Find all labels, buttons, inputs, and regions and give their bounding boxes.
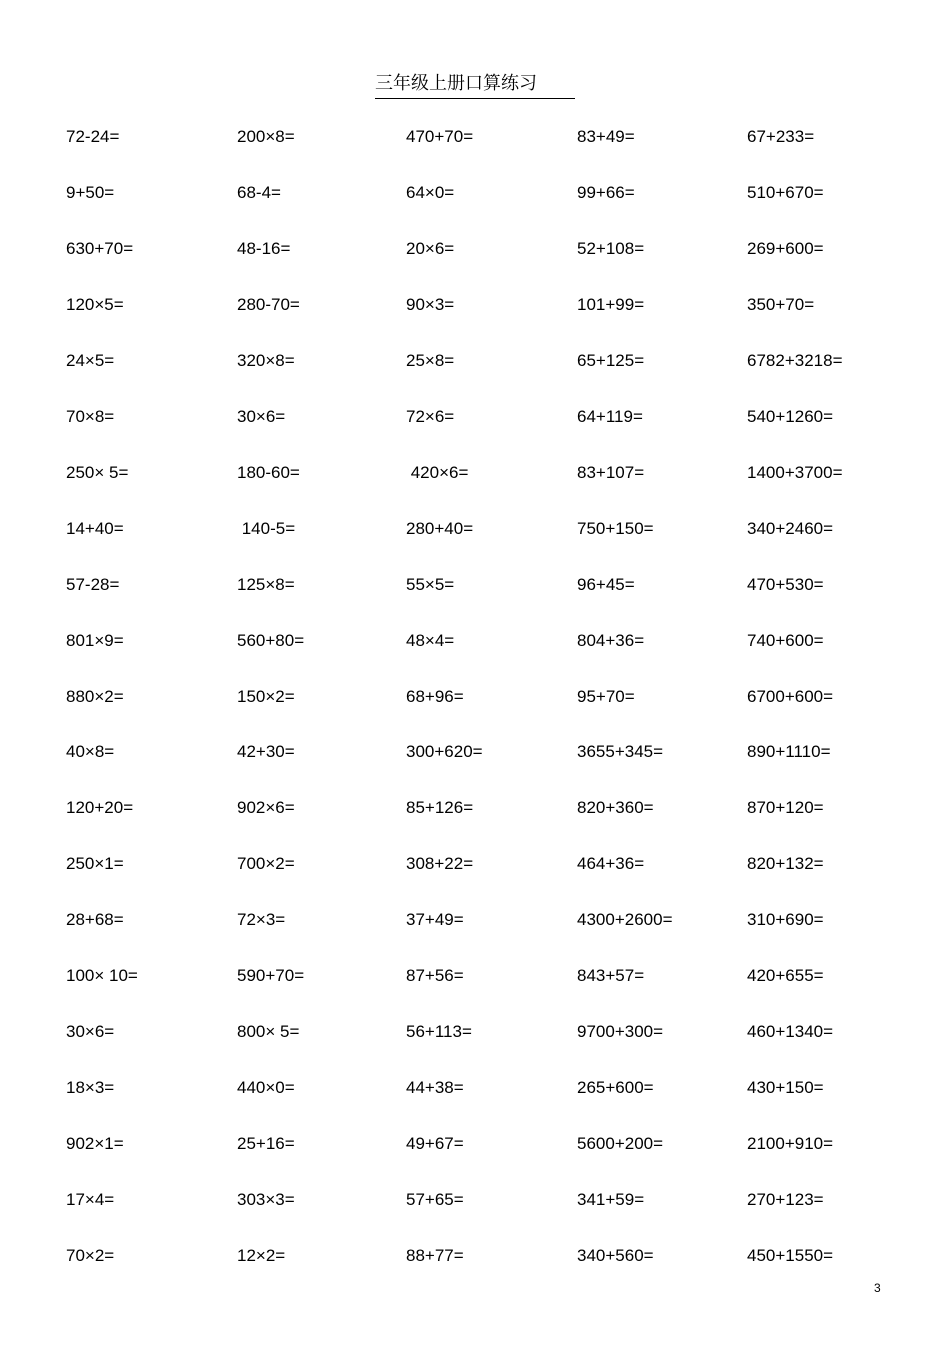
problem-item: 420×6= bbox=[406, 463, 469, 482]
problem-row bbox=[0, 237, 950, 261]
problem-item: 70×2= bbox=[66, 1246, 115, 1265]
problem-item: 49+67= bbox=[406, 1134, 464, 1153]
problem-item: 120+20= bbox=[66, 798, 134, 817]
problem-item: 6782+3218= bbox=[747, 351, 843, 370]
problem-item: 64+119= bbox=[577, 407, 643, 426]
problem-item: 800× 5= bbox=[237, 1022, 300, 1041]
problem-row bbox=[0, 964, 950, 988]
problem-item: 96+45= bbox=[577, 575, 635, 594]
problem-item: 870+120= bbox=[747, 798, 824, 817]
problem-item: 37+49= bbox=[406, 910, 464, 929]
problem-item: 70×8= bbox=[66, 407, 115, 426]
problem-item: 590+70= bbox=[237, 966, 305, 985]
problem-row bbox=[0, 685, 950, 709]
problem-item: 1400+3700= bbox=[747, 463, 843, 482]
problem-item: 90×3= bbox=[406, 295, 455, 314]
problem-row bbox=[0, 293, 950, 317]
problem-item: 180-60= bbox=[237, 463, 300, 482]
problem-item: 100× 10= bbox=[66, 966, 138, 985]
problem-item: 540+1260= bbox=[747, 407, 834, 426]
problem-item: 9700+300= bbox=[577, 1022, 664, 1041]
problem-item: 25+16= bbox=[237, 1134, 295, 1153]
problem-item: 55×5= bbox=[406, 575, 455, 594]
problem-row bbox=[0, 1188, 950, 1212]
problem-item: 350+70= bbox=[747, 295, 815, 314]
problem-item: 820+360= bbox=[577, 798, 654, 817]
problem-row bbox=[0, 181, 950, 205]
problem-item: 280+40= bbox=[406, 519, 474, 538]
problem-item: 200×8= bbox=[237, 127, 295, 146]
problem-item: 85+126= bbox=[406, 798, 474, 817]
problem-item: 270+123= bbox=[747, 1190, 824, 1209]
problem-item: 101+99= bbox=[577, 295, 645, 314]
problem-item: 740+600= bbox=[747, 631, 824, 650]
problem-item: 341+59= bbox=[577, 1190, 645, 1209]
page-number: 3 bbox=[874, 1281, 881, 1295]
problem-item: 420+655= bbox=[747, 966, 824, 985]
problem-item: 56+113= bbox=[406, 1022, 472, 1041]
problem-row bbox=[0, 573, 950, 597]
problem-row bbox=[0, 1132, 950, 1156]
problem-item: 902×6= bbox=[237, 798, 295, 817]
problem-row bbox=[0, 740, 950, 764]
problem-row bbox=[0, 517, 950, 541]
problem-row bbox=[0, 1020, 950, 1044]
problem-item: 9+50= bbox=[66, 183, 115, 202]
problem-item: 88+77= bbox=[406, 1246, 464, 1265]
problem-item: 99+66= bbox=[577, 183, 635, 202]
problem-item: 68-4= bbox=[237, 183, 281, 202]
problem-item: 25×8= bbox=[406, 351, 455, 370]
problem-item: 140-5= bbox=[237, 519, 296, 538]
problem-item: 470+70= bbox=[406, 127, 474, 146]
problem-item: 20×6= bbox=[406, 239, 455, 258]
problem-item: 470+530= bbox=[747, 575, 824, 594]
problem-item: 510+670= bbox=[747, 183, 824, 202]
problem-item: 801×9= bbox=[66, 631, 124, 650]
problem-item: 843+57= bbox=[577, 966, 645, 985]
problem-item: 150×2= bbox=[237, 687, 295, 706]
problem-item: 120×5= bbox=[66, 295, 124, 314]
problem-item: 30×6= bbox=[66, 1022, 115, 1041]
problem-item: 630+70= bbox=[66, 239, 134, 258]
problem-row bbox=[0, 125, 950, 149]
problem-item: 464+36= bbox=[577, 854, 645, 873]
problem-item: 57+65= bbox=[406, 1190, 464, 1209]
problem-item: 250× 5= bbox=[66, 463, 129, 482]
problem-item: 95+70= bbox=[577, 687, 635, 706]
problem-item: 44+38= bbox=[406, 1078, 464, 1097]
problem-item: 280-70= bbox=[237, 295, 300, 314]
problem-item: 450+1550= bbox=[747, 1246, 834, 1265]
problem-item: 700×2= bbox=[237, 854, 295, 873]
problem-item: 87+56= bbox=[406, 966, 464, 985]
problem-item: 72-24= bbox=[66, 127, 120, 146]
problem-item: 17×4= bbox=[66, 1190, 115, 1209]
problem-item: 5600+200= bbox=[577, 1134, 664, 1153]
problem-item: 64×0= bbox=[406, 183, 455, 202]
problem-item: 440×0= bbox=[237, 1078, 295, 1097]
problem-item: 57-28= bbox=[66, 575, 120, 594]
problem-row bbox=[0, 908, 950, 932]
problem-item: 300+620= bbox=[406, 742, 483, 761]
problem-item: 30×6= bbox=[237, 407, 286, 426]
problem-item: 40×8= bbox=[66, 742, 115, 761]
problem-item: 18×3= bbox=[66, 1078, 115, 1097]
problem-row bbox=[0, 349, 950, 373]
problem-item: 6700+600= bbox=[747, 687, 834, 706]
problem-item: 560+80= bbox=[237, 631, 305, 650]
problem-item: 83+49= bbox=[577, 127, 635, 146]
problem-row bbox=[0, 1076, 950, 1100]
problem-item: 308+22= bbox=[406, 854, 474, 873]
problem-item: 68+96= bbox=[406, 687, 464, 706]
problem-item: 4300+2600= bbox=[577, 910, 673, 929]
problem-item: 250×1= bbox=[66, 854, 124, 873]
problem-row bbox=[0, 796, 950, 820]
problem-item: 750+150= bbox=[577, 519, 654, 538]
problem-item: 2100+910= bbox=[747, 1134, 834, 1153]
problem-item: 72×6= bbox=[406, 407, 455, 426]
problem-item: 125×8= bbox=[237, 575, 295, 594]
problem-item: 460+1340= bbox=[747, 1022, 834, 1041]
problem-item: 902×1= bbox=[66, 1134, 124, 1153]
problem-item: 83+107= bbox=[577, 463, 645, 482]
problem-item: 430+150= bbox=[747, 1078, 824, 1097]
problem-item: 65+125= bbox=[577, 351, 645, 370]
problem-item: 48×4= bbox=[406, 631, 455, 650]
problem-item: 52+108= bbox=[577, 239, 645, 258]
problem-item: 14+40= bbox=[66, 519, 124, 538]
problem-item: 24×5= bbox=[66, 351, 115, 370]
problem-row bbox=[0, 405, 950, 429]
problem-item: 310+690= bbox=[747, 910, 824, 929]
problem-row bbox=[0, 852, 950, 876]
problem-row bbox=[0, 629, 950, 653]
problem-item: 890+1110= bbox=[747, 742, 831, 761]
problem-item: 67+233= bbox=[747, 127, 815, 146]
problem-row bbox=[0, 461, 950, 485]
page-title: 三年级上册口算练习 bbox=[375, 72, 575, 99]
problem-item: 320×8= bbox=[237, 351, 295, 370]
problem-row bbox=[0, 1244, 950, 1268]
problem-item: 12×2= bbox=[237, 1246, 286, 1265]
problem-item: 48-16= bbox=[237, 239, 291, 258]
problem-item: 303×3= bbox=[237, 1190, 295, 1209]
problem-item: 340+560= bbox=[577, 1246, 654, 1265]
problem-item: 3655+345= bbox=[577, 742, 664, 761]
problem-item: 820+132= bbox=[747, 854, 824, 873]
problem-item: 265+600= bbox=[577, 1078, 654, 1097]
problem-item: 28+68= bbox=[66, 910, 124, 929]
problem-item: 340+2460= bbox=[747, 519, 834, 538]
problem-item: 42+30= bbox=[237, 742, 295, 761]
problem-item: 804+36= bbox=[577, 631, 645, 650]
problem-item: 269+600= bbox=[747, 239, 824, 258]
problem-item: 72×3= bbox=[237, 910, 286, 929]
problem-item: 880×2= bbox=[66, 687, 124, 706]
